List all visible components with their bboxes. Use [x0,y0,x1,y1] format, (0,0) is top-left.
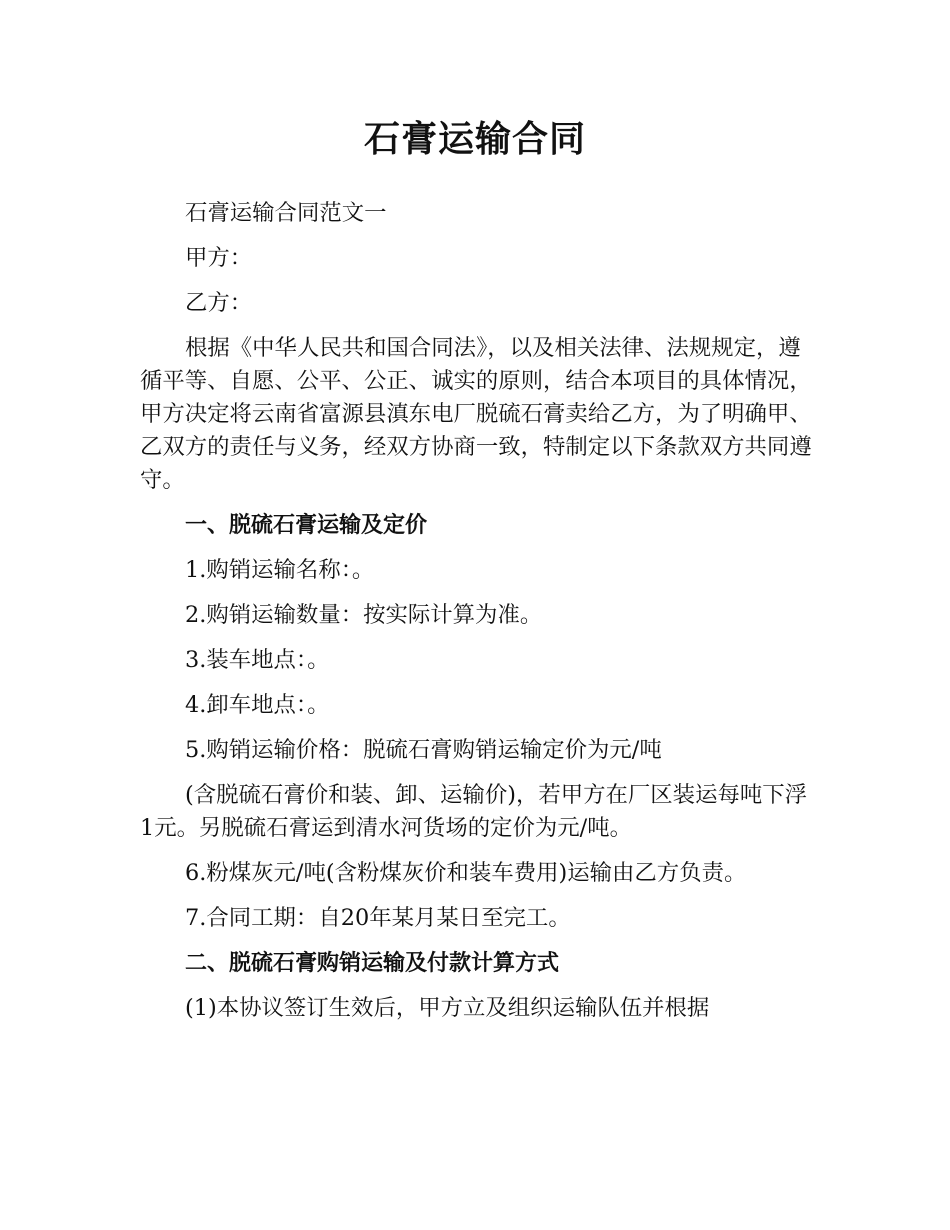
section-heading-2: 二、脱硫石膏购销运输及付款计算方式 [185,951,560,976]
clause-5: 5.购销运输价格：脱硫石膏购销运输定价为元/吨 [185,737,662,763]
sub-clause-1: (1)本协议签订生效后，甲方立及组织运输队伍并根据 [185,995,710,1021]
document-title: 石膏运输合同 [363,119,586,160]
paragraph-party-b: 乙方： [185,290,253,316]
clause-1: 1.购销运输名称：。 [185,557,375,583]
paragraph-party-a: 甲方： [185,245,253,271]
clause-3: 3.装车地点：。 [185,647,330,673]
paragraph-version-label: 石膏运输合同范文一 [185,200,387,226]
clause-4: 4.卸车地点：。 [185,692,330,718]
paragraph-preamble: 根据《中华人民共和国合同法》，以及相关法律、法规规定，遵循平等、自愿、公平、公正、诚实的原则，结合本项目的具体情况，甲方决定将云南省富源县滇东电厂脱硫石膏卖给乙方，为了明确甲、乙双方的责任与义务，经双方协商一致，特制定以下条款双方共同遵守。 [140,335,812,493]
clause-2: 2.购销运输数量：按实际计算为准。 [185,602,543,628]
section-heading-1: 一、脱硫石膏运输及定价 [185,513,428,538]
clause-6: 6.粉煤灰元/吨(含粉煤灰价和装车费用)运输由乙方负责。 [185,860,747,886]
document-body [140,197,812,1037]
clause-5-continued: (含脱硫石膏价和装、卸、运输价)，若甲方在厂区装运每吨下浮1元。另脱硫石膏运到清水河货场的定价为元/吨。 [140,782,808,841]
clause-7: 7.合同工期：自20年某月某日至完工。 [185,905,571,931]
